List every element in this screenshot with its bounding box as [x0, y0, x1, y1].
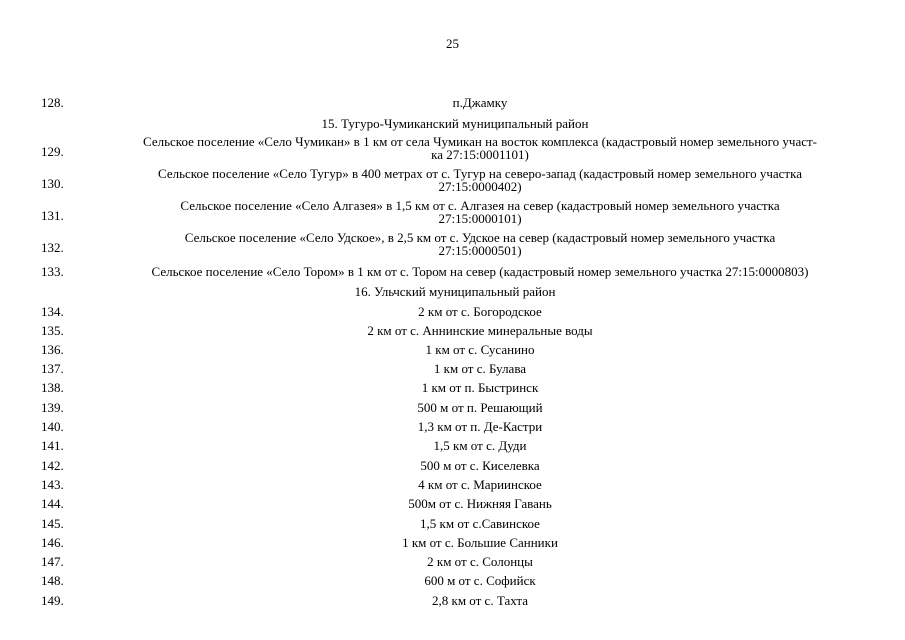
row-text: [90, 167, 870, 193]
row-text: [90, 231, 870, 257]
row-number: 147.: [41, 554, 64, 569]
row-number: 148.: [41, 573, 64, 588]
table-row: [0, 475, 905, 493]
table-row: [0, 134, 905, 164]
row-number: 137.: [41, 361, 64, 376]
row-text: 500м от с. Нижняя Гавань: [408, 496, 552, 511]
row-text: 1,3 км от п. Де-Кастри: [417, 419, 543, 434]
table-row: [0, 198, 905, 228]
row-number: 138.: [41, 380, 64, 395]
row-text: 600 м от с. Софийск: [424, 573, 536, 588]
table-row: [0, 398, 905, 416]
table-row: [0, 456, 905, 474]
row-text: 2 км от с. Солонцы: [427, 554, 533, 569]
row-text: 2 км от с. Аннинские минеральные воды: [367, 323, 593, 338]
row-number: 142.: [41, 458, 64, 473]
row-number: 144.: [41, 496, 64, 511]
table-row: [0, 93, 905, 111]
row-text: Сельское поселение «Село Тором» в 1 км от с. Тором на север (кадастровый номер земельного участка 27:15:0000803): [151, 264, 809, 279]
section-heading: [0, 282, 905, 300]
row-text: 1 км от п. Быстринск: [421, 380, 539, 395]
row-number: 129.: [41, 144, 64, 159]
row-text: 2 км от с. Богородское: [418, 304, 542, 319]
row-number: 145.: [41, 516, 64, 531]
table-row: [0, 417, 905, 435]
table-row: [0, 436, 905, 454]
table-row: [0, 514, 905, 532]
row-number: 146.: [41, 535, 64, 550]
row-text-line-2: 27:15:0000501): [438, 243, 522, 258]
row-number: 141.: [41, 438, 64, 453]
row-text: 4 км от с. Мариинское: [418, 477, 542, 492]
row-text: 500 м от п. Решающий: [417, 400, 543, 415]
table-row: [0, 591, 905, 609]
row-text-line-2: ка 27:15:0001101): [431, 147, 529, 162]
section-heading-text: 15. Тугуро-Чумиканский муниципальный район: [321, 116, 589, 131]
table-row: [0, 571, 905, 589]
row-text: 2,8 км от с. Тахта: [432, 593, 528, 608]
row-text: [90, 199, 870, 225]
row-text: 1 км от с. Сусанино: [425, 342, 535, 357]
section-heading: [0, 114, 905, 132]
row-number: 132.: [41, 240, 64, 255]
page-number: 25: [446, 36, 459, 51]
row-number: 143.: [41, 477, 64, 492]
row-text: 1,5 км от с.Савинское: [420, 516, 540, 531]
table-row: [0, 166, 905, 196]
row-number: 130.: [41, 176, 64, 191]
table-row: [0, 494, 905, 512]
row-number: 131.: [41, 208, 64, 223]
table-row: [0, 533, 905, 551]
table-row: [0, 321, 905, 339]
row-text: 1,5 км от с. Дуди: [433, 438, 527, 453]
table-row: [0, 340, 905, 358]
row-number: 135.: [41, 323, 64, 338]
row-number: 149.: [41, 593, 64, 608]
row-number: 136.: [41, 342, 64, 357]
row-text: 1 км от с. Большие Санники: [402, 535, 558, 550]
row-text-line-2: 27:15:0000101): [438, 211, 522, 226]
row-text: 1 км от с. Булава: [433, 361, 527, 376]
table-row: [0, 378, 905, 396]
row-text: п.Джамку: [452, 95, 508, 110]
row-text-line-1: Сельское поселение «Село Алгазея» в 1,5 км от с. Алгазея на север (кадастровый номер земельного участка: [180, 198, 780, 213]
row-number: 128.: [41, 95, 64, 110]
row-text-line-1: Сельское поселение «Село Удское», в 2,5 км от с. Удское на север (кадастровый номер земельного участка: [184, 230, 776, 245]
table-row: [0, 262, 905, 280]
table-row: [0, 359, 905, 377]
row-text: [90, 135, 870, 161]
table-row: [0, 552, 905, 570]
section-heading-text: 16. Ульчский муниципальный район: [354, 284, 556, 299]
row-text-line-1: Сельское поселение «Село Тугур» в 400 метрах от с. Тугур на северо-запад (кадастровый номер земельного участка: [158, 166, 802, 181]
table-row: [0, 230, 905, 260]
table-row: [0, 302, 905, 320]
row-number: 140.: [41, 419, 64, 434]
row-text-line-1: Сельское поселение «Село Чумикан» в 1 км от села Чумикан на восток комплекса (кадастровый номер земельного участ-: [143, 134, 817, 149]
row-number: 133.: [41, 264, 64, 279]
row-text: 500 м от с. Киселевка: [420, 458, 540, 473]
row-number: 139.: [41, 400, 64, 415]
row-number: 134.: [41, 304, 64, 319]
row-text-line-2: 27:15:0000402): [438, 179, 522, 194]
